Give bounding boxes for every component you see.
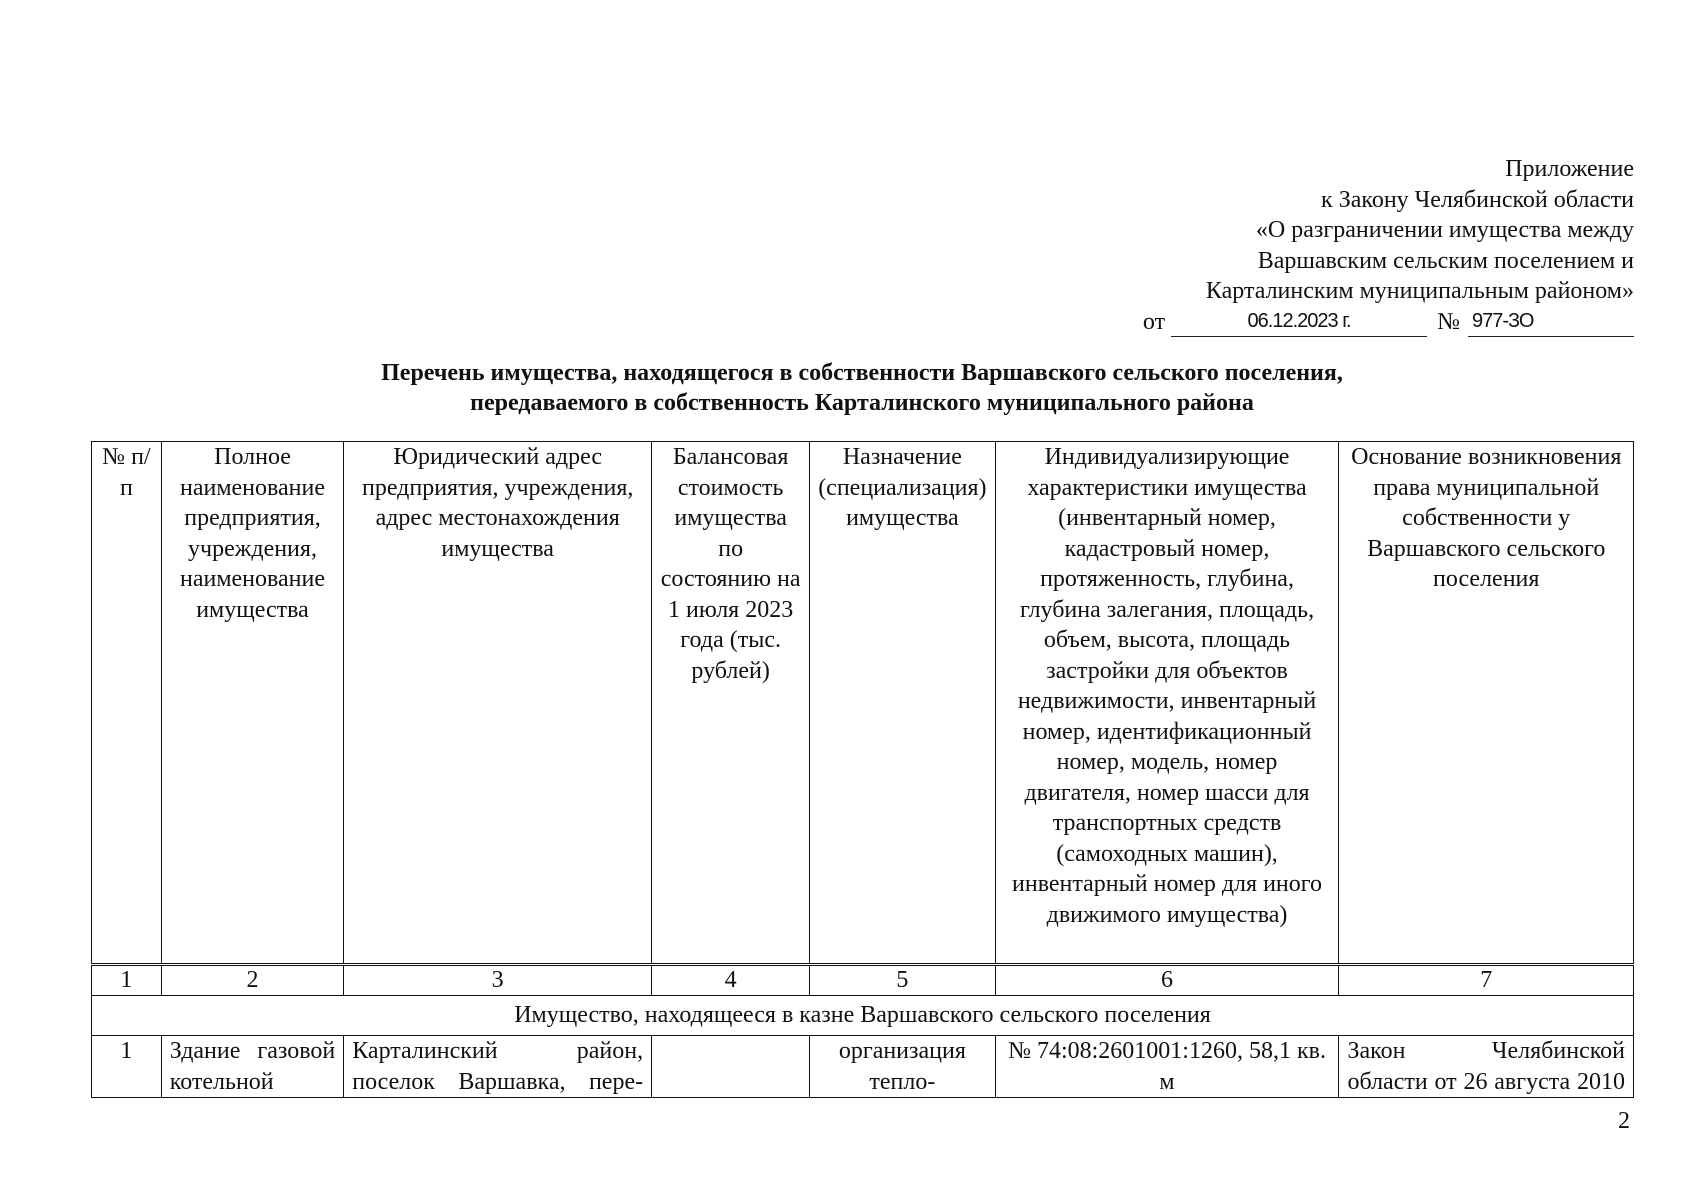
property-table	[91, 441, 1634, 1098]
header-cell-basis: Основание возникновения права муниципальной собственности у Варшавского сельского поселения	[1339, 442, 1634, 965]
column-number: 6	[995, 965, 1339, 996]
row-balance-value	[652, 1036, 810, 1098]
header-cell-purpose: Назначение (специализация) имущества	[810, 442, 995, 965]
header-cell-address: Юридический адрес предприятия, учреждения, адрес местонахождения имущества	[344, 442, 652, 965]
from-label: от	[1142, 308, 1166, 335]
row-number: 1	[92, 1036, 162, 1098]
appendix-line: к Закону Челябинской области	[1321, 186, 1634, 213]
row-name: Здание газовой котельной	[161, 1036, 343, 1098]
header-cell-number: № п/п	[92, 442, 162, 965]
title-line-1: Перечень имущества, находящегося в собственности Варшавского сельского поселения,	[381, 360, 1343, 386]
column-number: 4	[652, 965, 810, 996]
law-number: 977-ЗО	[1468, 308, 1634, 337]
table-row	[92, 1036, 1634, 1098]
appendix-line: Приложение	[1505, 156, 1634, 182]
column-number: 2	[161, 965, 343, 996]
row-address: Карталинский район, поселок Варшавка, пере-	[344, 1036, 652, 1098]
column-number: 1	[92, 965, 162, 996]
header-cell-characteristics: Индивидуализирующие характеристики имущества (инвентарный номер, кадастровый номер, протяженность, глубина, глубина залегания, площадь, объем, высота, площадь застройки для объектов недвижимости, инвентарный номер, идентификационный номер, модель, номер двигателя, номер шасси для транспортных средств (самоходных машин), инвентарный номер для иного движимого имущества)	[995, 442, 1339, 965]
row-characteristics: № 74:08:2601001:1260, 58,1 кв. м	[995, 1036, 1339, 1098]
number-label: №	[1437, 308, 1460, 335]
column-number: 7	[1339, 965, 1634, 996]
appendix-line: Варшавским сельским поселением и	[1257, 247, 1634, 274]
table-header-row	[92, 442, 1634, 965]
column-number-row	[92, 965, 1634, 996]
document-title	[90, 358, 1634, 418]
section-row	[92, 996, 1634, 1036]
appendix-header	[1143, 154, 1634, 337]
page-number: 2	[1618, 1108, 1630, 1134]
law-date-number	[1143, 307, 1634, 338]
appendix-line: Карталинским муниципальным районом»	[1205, 278, 1634, 304]
column-number: 3	[344, 965, 652, 996]
appendix-line: «О разграничении имущества между	[1255, 217, 1634, 243]
header-cell-name: Полное наименование предприятия, учреждения, наименование имущества	[161, 442, 343, 965]
title-line-2: передаваемого в собственность Карталинского муниципального района	[470, 390, 1254, 416]
row-purpose: организация тепло-	[810, 1036, 995, 1098]
law-date: 06.12.2023 г.	[1171, 308, 1427, 337]
row-basis: Закон Челябинской области от 26 августа 2010	[1339, 1036, 1634, 1098]
column-number: 5	[810, 965, 995, 996]
section-title: Имущество, находящееся в казне Варшавского сельского поселения	[92, 996, 1634, 1036]
header-cell-balance-value: Балансовая стоимость имущества по состоянию на 1 июля 2023 года (тыс. рублей)	[652, 442, 810, 965]
